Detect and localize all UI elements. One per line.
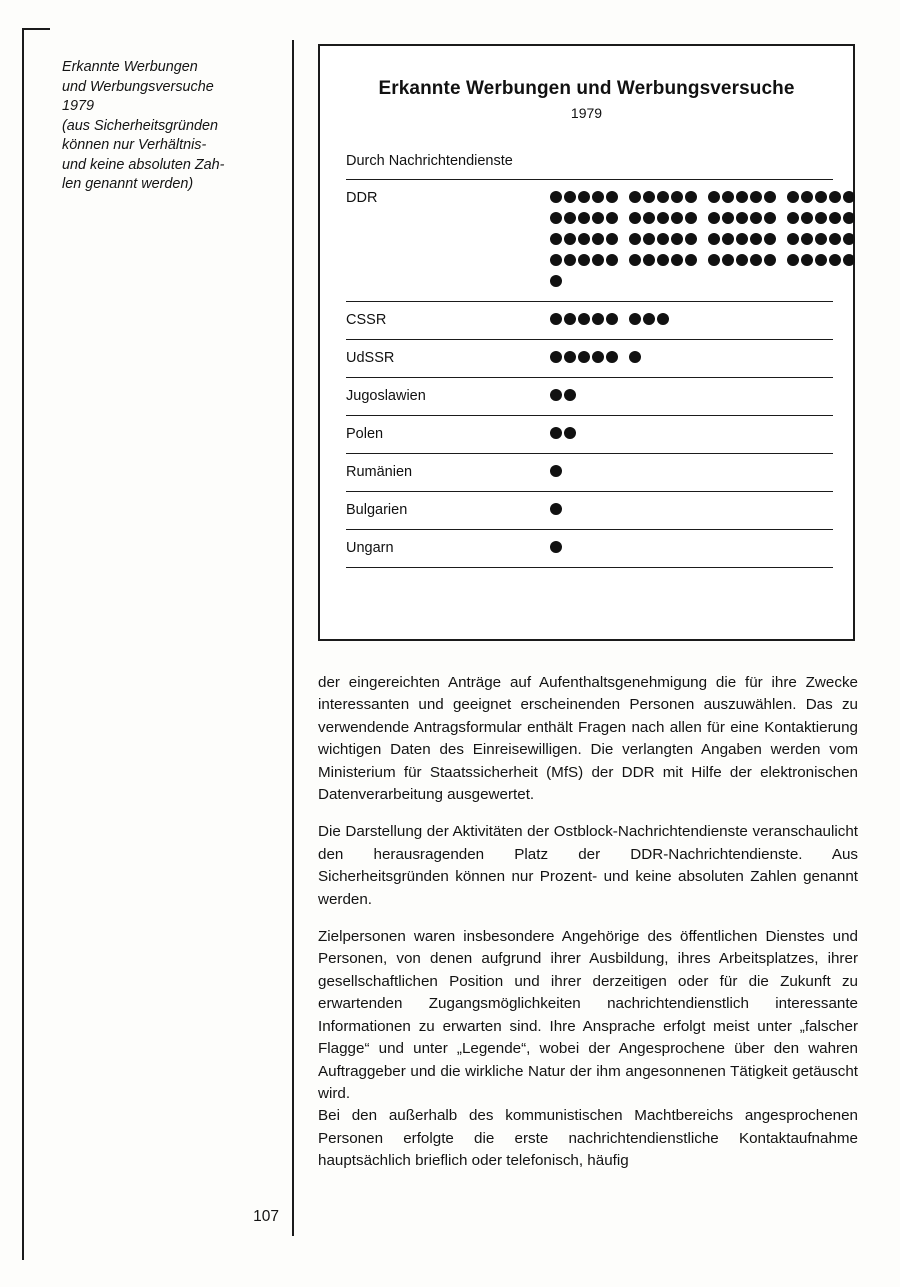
chart-dot bbox=[801, 212, 813, 224]
chart-dot bbox=[671, 191, 683, 203]
chart-dot bbox=[829, 212, 841, 224]
chart-dot bbox=[671, 254, 683, 266]
chart-dot bbox=[578, 351, 590, 363]
chart-dot bbox=[578, 191, 590, 203]
chart-dot bbox=[592, 233, 604, 245]
chart-rows bbox=[346, 179, 833, 568]
chart-dot bbox=[578, 212, 590, 224]
chart-dot bbox=[643, 254, 655, 266]
chart-dot bbox=[578, 254, 590, 266]
chart-row-label: UdSSR bbox=[346, 350, 395, 366]
chart-row-dots bbox=[550, 424, 830, 445]
chart-row-label: Jugoslawien bbox=[346, 388, 426, 404]
paragraph: Die Darstellung der Aktivitäten der Ostblock-Nachrichtendienste veranschaulicht den herausragenden Platz der DDR-Nachrichtendienste. Aus Sicherheitsgründen können nur Prozent- und keine absoluten Zahlen genannt werden. bbox=[318, 823, 858, 908]
chart-dot-line bbox=[550, 424, 830, 445]
chart-dot bbox=[606, 351, 618, 363]
chart-dot bbox=[657, 233, 669, 245]
chart-dot bbox=[606, 233, 618, 245]
chart-dot-line bbox=[550, 462, 830, 483]
chart-dot-line bbox=[550, 188, 830, 209]
paragraph: der eingereichten Anträge auf Aufenthaltsgenehmigung die für ihre Zwecke interessanten und geeignet erscheinenden Personen auszuwählen. Das zu verwendende Antragsformular enthält Fragen nach allen für eine Kontaktierung wichtigen Daten des Einreisewilligen. Die verlangten Angaben werden vom Ministerium für Staatssicherheit (MfS) der DDR mit Hilfe der elektronischen Datenverarbeitung ausgewertet. bbox=[318, 674, 858, 804]
chart-row-label: DDR bbox=[346, 190, 378, 206]
chart-dot bbox=[564, 233, 576, 245]
chart-dot bbox=[843, 191, 855, 203]
chart-dot bbox=[787, 191, 799, 203]
chart-dot bbox=[578, 233, 590, 245]
chart-dot bbox=[629, 233, 641, 245]
chart-row-label: Bulgarien bbox=[346, 502, 408, 518]
chart-title: Erkannte Werbungen und Werbungsversuche bbox=[378, 78, 795, 99]
chart-dot bbox=[629, 191, 641, 203]
chart-dot-line bbox=[550, 386, 830, 407]
chart-dot bbox=[550, 465, 562, 477]
chart-row-dots bbox=[550, 348, 830, 369]
chart-row-label: Ungarn bbox=[346, 540, 394, 556]
chart-dot bbox=[550, 541, 562, 553]
chart-dot-line bbox=[550, 251, 830, 272]
chart-dot bbox=[801, 191, 813, 203]
chart-dot bbox=[829, 191, 841, 203]
chart-dot bbox=[829, 233, 841, 245]
chart-dot bbox=[592, 254, 604, 266]
chart-dot bbox=[564, 254, 576, 266]
chart-dot bbox=[750, 191, 762, 203]
chart-row-dots bbox=[550, 188, 830, 293]
chart-dot bbox=[815, 233, 827, 245]
chart-row-dots bbox=[550, 310, 830, 331]
chart-dot bbox=[629, 254, 641, 266]
chart-dot bbox=[843, 233, 855, 245]
margin-note-line: und Werbungsversuche bbox=[62, 78, 214, 95]
chart-dot bbox=[787, 254, 799, 266]
chart-dot bbox=[643, 233, 655, 245]
chart-dot-line bbox=[550, 538, 830, 559]
chart-dot-line bbox=[550, 348, 830, 369]
chart-dot bbox=[550, 389, 562, 401]
chart-dot bbox=[750, 254, 762, 266]
chart-dot bbox=[829, 254, 841, 266]
chart-dot bbox=[801, 233, 813, 245]
chart-row bbox=[346, 301, 833, 339]
margin-note-line: (aus Sicherheitsgründen bbox=[62, 117, 218, 134]
chart-dot-line bbox=[550, 230, 830, 251]
chart-dot-line bbox=[550, 310, 830, 331]
chart-dot bbox=[550, 191, 562, 203]
chart-dot bbox=[736, 233, 748, 245]
chart-dot bbox=[787, 212, 799, 224]
column-divider-rule bbox=[292, 40, 294, 1236]
chart-dot bbox=[606, 212, 618, 224]
chart-dot-line bbox=[550, 209, 830, 230]
chart-dot bbox=[592, 191, 604, 203]
chart-dot-line bbox=[550, 272, 830, 293]
chart-row bbox=[346, 529, 833, 568]
chart-row-label: CSSR bbox=[346, 312, 387, 328]
chart-dot bbox=[629, 351, 641, 363]
chart-row-label: Rumänien bbox=[346, 464, 413, 480]
margin-note-line: 1979 bbox=[62, 98, 95, 114]
chart-dot bbox=[564, 427, 576, 439]
chart-dot bbox=[843, 254, 855, 266]
chart-dot bbox=[685, 254, 697, 266]
chart-dot bbox=[578, 313, 590, 325]
chart-group-label: Durch Nachrichtendienste bbox=[346, 153, 513, 169]
chart-dot bbox=[643, 313, 655, 325]
page-number: 107 bbox=[253, 1208, 279, 1225]
chart-dot bbox=[643, 191, 655, 203]
chart-dot bbox=[750, 233, 762, 245]
page-frame-top-tick bbox=[22, 28, 50, 30]
chart-dot bbox=[764, 212, 776, 224]
chart-dot bbox=[685, 233, 697, 245]
chart-dot bbox=[629, 212, 641, 224]
chart-dot bbox=[592, 351, 604, 363]
margin-note-line: len genannt werden) bbox=[62, 176, 194, 192]
chart-dot bbox=[606, 254, 618, 266]
chart-row-label: Polen bbox=[346, 426, 384, 442]
chart-dot bbox=[550, 427, 562, 439]
chart-row bbox=[346, 415, 833, 453]
chart-dot bbox=[564, 191, 576, 203]
chart-dot bbox=[629, 313, 641, 325]
chart-dot bbox=[657, 191, 669, 203]
page-frame-left-rule bbox=[22, 28, 24, 1260]
chart-dot bbox=[722, 212, 734, 224]
chart-dot bbox=[815, 191, 827, 203]
chart-row bbox=[346, 339, 833, 377]
margin-note-line: und keine absoluten Zah- bbox=[62, 156, 225, 173]
chart-row-dots bbox=[550, 500, 830, 521]
chart-dot bbox=[657, 254, 669, 266]
chart-row-dots bbox=[550, 538, 830, 559]
chart-dot bbox=[564, 389, 576, 401]
chart-dot bbox=[564, 212, 576, 224]
chart-row-dots bbox=[550, 386, 830, 407]
chart-row bbox=[346, 453, 833, 491]
chart-dot bbox=[550, 254, 562, 266]
chart-dot bbox=[736, 254, 748, 266]
chart-dot bbox=[550, 212, 562, 224]
chart-dot bbox=[685, 212, 697, 224]
chart-dot bbox=[657, 313, 669, 325]
margin-note bbox=[62, 58, 277, 195]
chart-dot bbox=[764, 254, 776, 266]
chart-dot bbox=[750, 212, 762, 224]
chart-dot bbox=[815, 212, 827, 224]
chart-row bbox=[346, 491, 833, 529]
chart-dot bbox=[685, 191, 697, 203]
chart-dot bbox=[764, 191, 776, 203]
chart-dot bbox=[550, 275, 562, 287]
chart-row bbox=[346, 179, 833, 301]
chart-dot bbox=[708, 212, 720, 224]
chart-dot bbox=[671, 233, 683, 245]
chart-dot bbox=[722, 191, 734, 203]
pictogram-chart bbox=[318, 44, 855, 641]
chart-dot bbox=[550, 351, 562, 363]
chart-dot bbox=[708, 191, 720, 203]
chart-dot bbox=[592, 313, 604, 325]
chart-dot bbox=[592, 212, 604, 224]
chart-dot bbox=[550, 313, 562, 325]
chart-dot bbox=[564, 313, 576, 325]
chart-dot bbox=[801, 254, 813, 266]
chart-row bbox=[346, 377, 833, 415]
chart-dot bbox=[787, 233, 799, 245]
chart-dot bbox=[550, 233, 562, 245]
margin-note-line: können nur Verhältnis- bbox=[62, 137, 207, 153]
chart-dot bbox=[736, 191, 748, 203]
margin-note-line: Erkannte Werbungen bbox=[62, 59, 198, 75]
chart-dot bbox=[815, 254, 827, 266]
chart-dot bbox=[764, 233, 776, 245]
chart-dot bbox=[550, 503, 562, 515]
chart-dot bbox=[657, 212, 669, 224]
chart-dot bbox=[722, 254, 734, 266]
chart-dot bbox=[606, 313, 618, 325]
chart-dot bbox=[606, 191, 618, 203]
chart-dot bbox=[708, 254, 720, 266]
chart-row-dots bbox=[550, 462, 830, 483]
chart-dot bbox=[736, 212, 748, 224]
chart-dot bbox=[643, 212, 655, 224]
body-text bbox=[318, 672, 858, 1188]
chart-dot bbox=[708, 233, 720, 245]
chart-dot bbox=[564, 351, 576, 363]
paragraph: Zielpersonen waren insbesondere Angehörige des öffentlichen Dienstes und Personen, von denen aufgrund ihrer Ausbildung, ihres Arbeitsplatzes, ihrer gesellschaftlichen Position und ihrer derzeitigen oder für die Zukunft zu erwartenden Zugangsmöglichkeiten nachrichtendienstlich interessante Informationen zu erwarten sind. Ihre Ansprache erfolgt meist unter „falscher Flagge“ und unter „Legende“, wobei der Angesprochene über den wahren Auftraggeber und die wirkliche Natur der ihm angesonnenen Tätigkeit getäuscht wird. bbox=[318, 928, 858, 1102]
chart-dot bbox=[843, 212, 855, 224]
chart-dot-line bbox=[550, 500, 830, 521]
chart-subtitle: 1979 bbox=[570, 105, 603, 121]
chart-dot bbox=[671, 212, 683, 224]
paragraph: Bei den außerhalb des kommunistischen Machtbereichs angesprochenen Personen erfolgte die erste nachrichtendienstliche Kontaktaufnahme hauptsächlich brieflich oder telefonisch, häufig bbox=[318, 1107, 858, 1170]
chart-dot bbox=[722, 233, 734, 245]
